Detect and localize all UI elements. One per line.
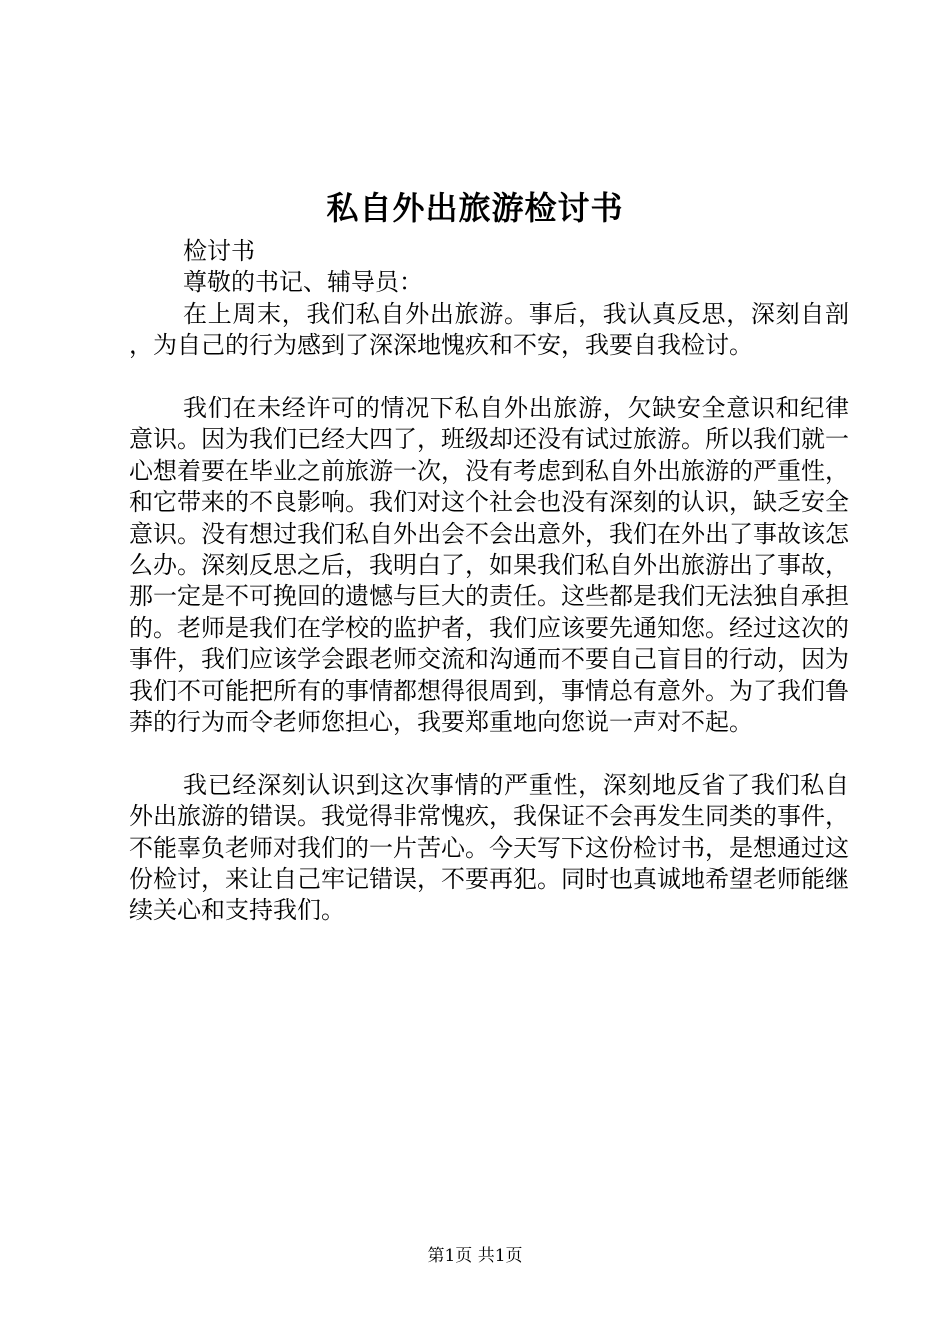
salutation: 尊敬的书记、辅导员： xyxy=(183,268,423,297)
paragraph-spacer xyxy=(129,362,849,393)
page-footer: 第1页 共1页 xyxy=(427,1246,523,1266)
paragraph-2: 我们在未经许可的情况下私自外出旅游，欠缺安全意识和纪律意识。因为我们已经大四了，班级却还没有试过旅游。所以我们就一心想着要在毕业之前旅游一次，没有考虑到私自外出旅游的严重性，和它带来的不良影响。我们对这个社会也没有深刻的认识，缺乏安全意识。没有想过我们私自外出会不会出意外，我们在外出了事故该怎么办。深刻反思之后，我明白了，如果我们私自外出旅游出了事故，那一定是不可挽回的遗憾与巨大的责任。这些都是我们无法独自承担的。老师是我们在学校的监护者，我们应该要先通知您。经过这次的事件，我们应该学会跟老师交流和沟通而不要自己盲目的行动，因为我们不可能把所有的事情都想得很周到，事情总有意外。为了我们鲁莽的行为而令老师您担心，我要郑重地向您说一声对不起。 xyxy=(129,393,849,737)
paragraph-spacer xyxy=(129,738,849,769)
document-body xyxy=(129,236,849,927)
document-title: 私自外出旅游检讨书 xyxy=(326,189,624,227)
paragraph-3: 我已经深刻认识到这次事情的严重性，深刻地反省了我们私自外出旅游的错误。我觉得非常愧疚，我保证不会再发生同类的事件，不能辜负老师对我们的一片苦心。今天写下这份检讨书，是想通过这份检讨，来让自己牢记错误，不要再犯。同时也真诚地希望老师能继续关心和支持我们。 xyxy=(129,770,849,925)
heading-line: 检讨书 xyxy=(183,237,255,265)
paragraph-1: 在上周末，我们私自外出旅游。事后，我认真反思，深刻自剖，为自己的行为感到了深深地愧疚和不安，我要自我检讨。 xyxy=(129,299,849,360)
